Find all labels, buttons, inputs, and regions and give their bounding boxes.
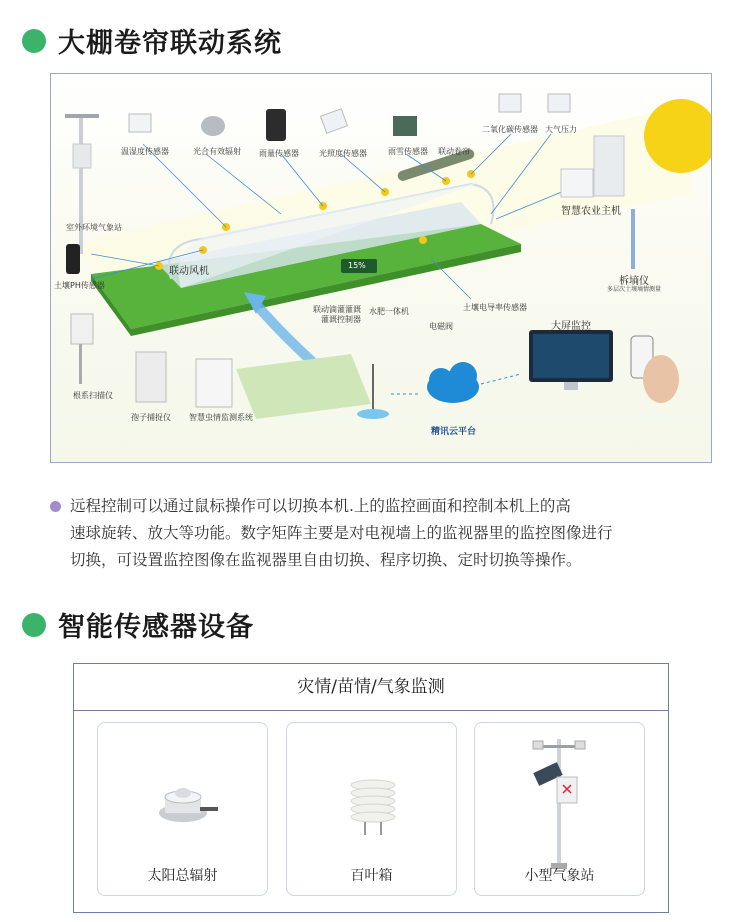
label-fan: 联动风机 xyxy=(169,266,209,277)
section-title-text: 智能传感器设备 xyxy=(58,612,254,643)
product-card-louver-box[interactable] xyxy=(286,722,457,896)
label-spore: 孢子捕捉仪 xyxy=(131,413,171,422)
label-par: 光合有效辐射 xyxy=(193,147,241,156)
label-pest: 智慧虫情监测系统 xyxy=(189,413,253,422)
label-soil-ec: 土壤电导率传感器 xyxy=(463,303,527,312)
solar-radiation-sensor-icon xyxy=(98,723,269,863)
card-caption: 百叶箱 xyxy=(350,868,393,884)
label-linked-curtain: 联动卷帘 xyxy=(438,147,470,156)
label-percent: 15% xyxy=(348,261,366,270)
louver-box-icon xyxy=(287,723,458,863)
weather-station-icon xyxy=(475,723,646,873)
sensor-panel xyxy=(73,663,669,913)
section-title-1 xyxy=(22,21,282,60)
card-caption: 太阳总辐射 xyxy=(147,868,218,884)
card-caption: 小型气象站 xyxy=(524,868,595,884)
label-profiler-sub: 多层次土壤墒情测量 xyxy=(607,286,662,293)
label-root-scanner: 根系扫描仪 xyxy=(73,391,113,400)
greenhouse-diagram xyxy=(50,73,712,463)
label-light: 光照度传感器 xyxy=(319,149,367,158)
description-line-3: 切换，可设置监控图像在监视器里自由切换、程序切换、定时切换等操作。 xyxy=(70,551,582,569)
label-weather-station: 室外环境气象站 xyxy=(66,223,122,232)
product-card-solar-radiation[interactable] xyxy=(97,722,268,896)
product-card-mini-weather-station[interactable] xyxy=(474,722,645,896)
panel-header: 灾情/苗情/气象监测 xyxy=(74,664,668,711)
description xyxy=(50,493,720,574)
green-dot-icon xyxy=(22,29,46,53)
label-drip: 联动滴灌灌溉 xyxy=(313,305,361,314)
label-valve: 电磁阀 xyxy=(429,322,453,331)
label-host: 智慧农业主机 xyxy=(561,206,621,217)
label-soil-ph: 土壤PH传感器 xyxy=(54,281,105,290)
description-line-1: 远程控制可以通过鼠标操作可以切换本机.上的监控画面和控制本机上的高 xyxy=(70,497,571,515)
label-big-screen: 大屏监控 xyxy=(551,321,591,332)
label-fertilizer: 水肥一体机 xyxy=(369,307,409,316)
label-profiler: 柝墒仪 xyxy=(619,276,649,287)
label-temp-humidity: 温湿度传感器 xyxy=(121,147,169,156)
purple-bullet-icon xyxy=(50,501,61,512)
label-drip-controller: 灌溉控制器 xyxy=(321,315,361,324)
label-rain-gauge: 雨量传感器 xyxy=(259,149,299,158)
label-cloud: 精讯云平台 xyxy=(431,427,477,437)
green-dot-icon xyxy=(22,613,46,637)
label-pressure: 大气压力 xyxy=(545,125,577,134)
label-rain-snow: 雨雪传感器 xyxy=(388,147,428,156)
diagram-illustration xyxy=(51,74,712,463)
section-title-text: 大棚卷帘联动系统 xyxy=(58,28,282,59)
description-line-2: 速球旋转、放大等功能。数字矩阵主要是对电视墙上的监视器里的监控图像进行 xyxy=(70,524,613,542)
section-title-2 xyxy=(22,605,254,644)
label-co2: 二氧化碳传感器 xyxy=(482,125,538,134)
